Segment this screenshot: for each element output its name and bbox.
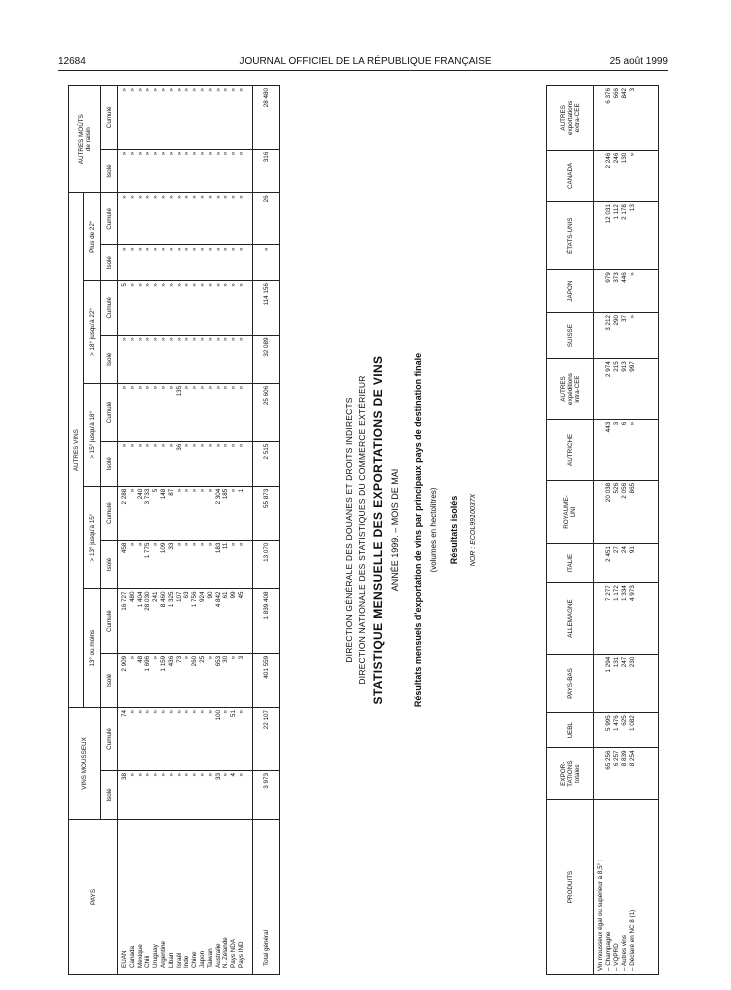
data-column: » » » » » » » » » » » » » » » » bbox=[118, 245, 253, 281]
cumule-header: Cumulé bbox=[101, 707, 118, 770]
cumule-header: Cumulé bbox=[101, 281, 118, 335]
isole-header: Isolé bbox=[101, 771, 118, 820]
total-value: 13 070 bbox=[253, 540, 280, 589]
total-value: 3 973 bbox=[253, 771, 280, 820]
header-rule bbox=[58, 70, 668, 71]
sub-15-18-header: > 15° jusqu'à 18° bbox=[84, 383, 101, 486]
data-column: 2 288 » 240 3 733 5 148 87 » » » » » 2 304 185 » 1 bbox=[118, 486, 253, 540]
data-column: 1 294 131 247 230 bbox=[594, 654, 659, 712]
column-header: EXPOR- TATIONS totales bbox=[547, 748, 594, 800]
data-column: 6 376 666 842 3 bbox=[594, 86, 659, 151]
autres-mouts-sublabel: de raisin bbox=[84, 127, 92, 152]
column-header: CANADA bbox=[547, 150, 594, 201]
title-block bbox=[343, 85, 480, 975]
isole-header: Isolé bbox=[101, 441, 118, 486]
data-column: 3 212 290 37 » bbox=[594, 313, 659, 359]
column-header: ITALIE bbox=[547, 544, 594, 583]
total-row bbox=[253, 86, 280, 975]
isole-header: Isolé bbox=[101, 540, 118, 589]
main-title: STATISTIQUE MENSUELLE DES EXPORTATIONS DE VINS bbox=[371, 355, 385, 705]
nor-reference: NOR : ECOL9910037X bbox=[470, 493, 477, 567]
products-table bbox=[546, 85, 659, 975]
autres-mouts-label: AUTRES MOÛTS bbox=[77, 114, 85, 165]
rotated-content bbox=[68, 85, 674, 975]
vins-mousseux-header: VINS MOUSSEUX bbox=[69, 707, 101, 819]
total-value: 114 156 bbox=[253, 281, 280, 335]
data-column: 65 256 6 257 8 839 8 254 bbox=[594, 748, 659, 800]
column-header: ROYAUME- UNI bbox=[547, 480, 594, 543]
cumule-header: Cumulé bbox=[101, 589, 118, 653]
cumule-header: Cumulé bbox=[101, 486, 118, 540]
data-column: 458 » » 1 775 » 109 33 » » » » » 183 11 » » bbox=[118, 540, 253, 589]
column-header: UEBL bbox=[547, 713, 594, 748]
data-column: 74 » » » » » » » » » » » 100 » 51 » bbox=[118, 707, 253, 770]
data-column: 7 277 1 172 1 334 4 973 bbox=[594, 583, 659, 655]
total-value: 2 515 bbox=[253, 441, 280, 486]
data-column: 2 974 215 913 997 bbox=[594, 359, 659, 420]
column-header: ALLEMAGNE bbox=[547, 583, 594, 655]
data-column: 20 038 526 2 056 865 bbox=[594, 480, 659, 543]
total-value: 401 559 bbox=[253, 653, 280, 707]
column-header: JAPON bbox=[547, 270, 594, 313]
data-column: 5 » » » » » » » » » » » » » » » bbox=[118, 281, 253, 335]
total-value: » bbox=[253, 245, 280, 281]
total-value: 1 839 408 bbox=[253, 589, 280, 653]
data-column: 2 451 27 24 91 bbox=[594, 544, 659, 583]
total-label: Total général bbox=[253, 820, 280, 975]
autres-vins-header: AUTRES VINS bbox=[69, 193, 84, 708]
total-value: 55 873 bbox=[253, 486, 280, 540]
sub-22-header: Plus de 22° bbox=[84, 193, 101, 281]
pays-header: PAYS bbox=[69, 820, 118, 975]
total-value: 28 480 bbox=[253, 86, 280, 150]
column-header: AUTRES exportations extra-CEE bbox=[547, 86, 594, 151]
isole-header: Isolé bbox=[101, 149, 118, 193]
data-column: » » » » » » » » » » » » » » » » bbox=[118, 193, 253, 245]
total-value: 22 107 bbox=[253, 707, 280, 770]
journal-title: JOURNAL OFFICIEL DE LA RÉPUBLIQUE FRANÇAISE bbox=[239, 56, 492, 67]
cumule-header: Cumulé bbox=[101, 193, 118, 245]
issue-date: 25 août 1999 bbox=[609, 56, 668, 67]
cumule-header: Cumulé bbox=[101, 86, 118, 150]
total-value: 32 089 bbox=[253, 335, 280, 383]
page-number: 12684 bbox=[58, 56, 86, 67]
isolated-results-heading: Résultats isolés bbox=[449, 495, 459, 565]
table1-body-row bbox=[118, 86, 253, 975]
data-column: » » » » » » » » » » » » » » » » bbox=[118, 86, 253, 150]
column-header: ÉTATS-UNIS bbox=[547, 202, 594, 270]
cumule-header: Cumulé bbox=[101, 383, 118, 441]
results-heading: Résultats mensuels d'exportation de vins par principaux pays de destination finale bbox=[413, 352, 423, 708]
data-column: » » » » » » » 135 » » » » » » » » bbox=[118, 383, 253, 441]
total-value: 316 bbox=[253, 149, 280, 193]
table1-group-header-row bbox=[69, 86, 84, 975]
data-column: 12 031 1 112 2 178 13 bbox=[594, 202, 659, 270]
product-list: Vin mousseux égal ou supérieur à 8,5° : – Champagne – VQPRD – Autres vins – Déclaré en NC 8 (1) bbox=[594, 800, 659, 975]
direction-line-2: DIRECTION NATIONALE DES STATISTIQUES DU COMMERCE EXTÉRIEUR bbox=[357, 375, 367, 685]
column-header: PRODUITS bbox=[547, 800, 594, 975]
data-column: » » » » » » » 36 » » » » » » » » bbox=[118, 441, 253, 486]
isole-header: Isolé bbox=[101, 653, 118, 707]
data-column: 38 » » » » » » » » » » » 33 » 4 » bbox=[118, 771, 253, 820]
column-header: AUTRES expéditions intra-CEE bbox=[547, 359, 594, 420]
sub-18-22-header: > 18° jusqu'à 22° bbox=[84, 281, 101, 384]
column-header: AUTRICHE bbox=[547, 419, 594, 480]
data-column: 443 3 6 » bbox=[594, 419, 659, 480]
data-column: » » » » » » » » » » » » » » » » bbox=[118, 149, 253, 193]
total-value: 26 bbox=[253, 193, 280, 245]
total-value: 25 606 bbox=[253, 383, 280, 441]
exports-by-country-table bbox=[68, 85, 280, 975]
sub-13-header: 13° ou moins bbox=[84, 589, 101, 707]
column-header: PAYS-BAS bbox=[547, 654, 594, 712]
data-column: 5 995 1 476 625 1 082 bbox=[594, 713, 659, 748]
unit-note: (volumes en hectolitres) bbox=[429, 487, 438, 573]
country-list: EUAN Canada Mexique Chili Uruguay Argentine Liban Israël Inde Chine Japon Taiwan Australie N. Zélande Pays NDA Pays IND bbox=[118, 820, 253, 975]
year-month: ANNÉE 1999. – MOIS DE MAI bbox=[390, 468, 400, 592]
data-column: 2 246 246 130 » bbox=[594, 150, 659, 201]
column-header: SUISSE bbox=[547, 313, 594, 359]
isole-header: Isolé bbox=[101, 335, 118, 383]
direction-line-1: DIRECTION GÉNÉRALE DES DOUANES ET DROITS INDIRECTS bbox=[344, 397, 354, 663]
data-column: » » » » » » » » » » » » » » » » bbox=[118, 335, 253, 383]
data-column: 2 909 » 48 1 696 » 1 159 436 73 » 260 25 » 653 30 » 3 bbox=[118, 653, 253, 707]
sub-13-15-header: > 13° jusqu'à 15° bbox=[84, 486, 101, 589]
data-column: 16 727 480 1 404 28 030 241 8 460 1 325 107 63 1 756 924 90 4 842 61 99 45 bbox=[118, 589, 253, 653]
table2-header-row bbox=[547, 86, 594, 975]
data-column: 979 373 446 » bbox=[594, 270, 659, 313]
isole-header: Isolé bbox=[101, 245, 118, 281]
autres-mouts-header bbox=[69, 86, 101, 193]
table2-body-row bbox=[594, 86, 659, 975]
